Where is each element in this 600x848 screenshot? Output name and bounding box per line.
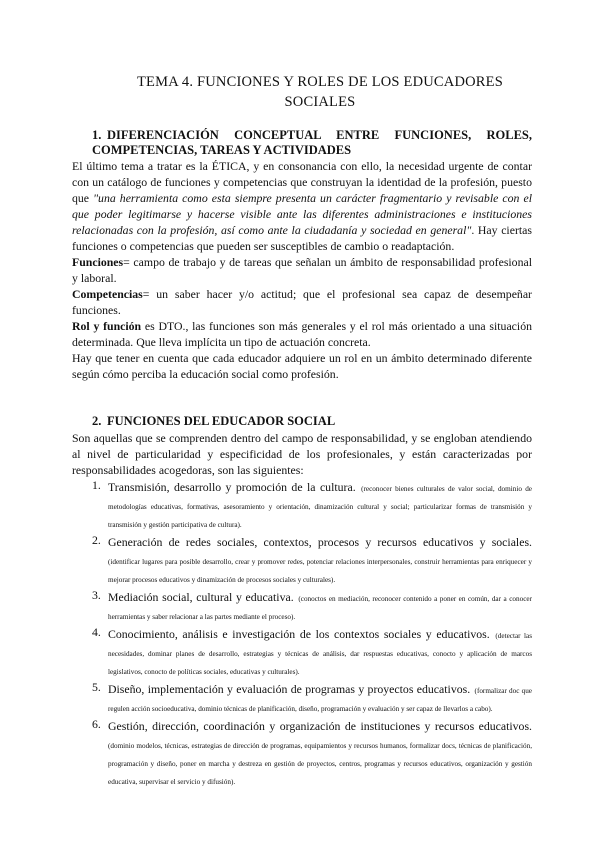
page-title: TEMA 4. FUNCIONES Y ROLES DE LOS EDUCADORES SOCIALES [136,74,504,110]
section-2-heading [92,413,335,429]
definition-functions [72,254,532,286]
intro-paragraph [72,158,532,254]
list-item-title: Diseño, implementación y evaluación de programas y proyectos educativos. [108,682,471,696]
section-2-intro-text: Son aquellas que se comprenden dentro del campo de responsabilidad, y se engloban atendiendo al nivel de particularidad y especificidad de los profesionales, y están caracterizadas por responsabilidades acogedoras, son las siguientes: [72,431,532,477]
section-2-intro [72,430,532,478]
intro-quote: "una herramienta como esta siempre presenta un carácter fragmentario y revisable con el que poder legitimarse y hacerse visible ante las diferentes administraciones e instituciones relacionadas con la profesión, así como ante la ciudadanía y sociedad en general" [72,191,532,237]
definition-term: Funciones [72,255,124,269]
list-item-body [108,625,532,679]
functions-list [92,478,532,790]
definition-text: = un saber hacer y/o actitud; que el profesional sea capaz de desempeñar funciones. [72,287,532,317]
list-item [92,478,532,532]
intro-text: El último tema a tratar es la ÉTICA, y en consonancia con ello, la necesidad urgente de contar con un catálogo de funciones y competencias que construyan la identidad de la profesión, puesto que [72,159,532,205]
closing-paragraph: Hay que tener en cuenta que cada educador adquiere un rol en un ámbito determinado diferente según cómo perciba la educación social como profesión. [72,351,532,381]
list-item-title: Mediación social, cultural y educativa. [108,590,294,604]
list-item-body [108,680,532,716]
list-item [92,533,532,587]
list-item-detail: (detectar las necesidades, dominar planes de desarrollo, estrategias y técnicas de análisis, dar respuestas educativas, conocto y aplicación de marcos legislativos, conocto de políticas sociales, educativas y culturales). [108,632,533,676]
list-item-number: 6. [92,717,101,731]
list-item-title: Conocimiento, análisis e investigación de los contextos sociales y educativos. [108,627,490,641]
list-item [92,625,532,679]
section-1-body [72,158,532,382]
definition-competencies [72,286,532,318]
list-item-number: 5. [92,680,101,694]
definition-text: = campo de trabajo y de tareas que señalan un ámbito de responsabilidad profesional y laboral. [72,255,532,285]
list-item-detail: (reconocer bienes culturales de valor social, dominio de metodologías educativas, formativas, asesoramiento y orientación, dinamización cultural y social; particularizar formas de transmisión y transmisión y gestión participativa de cultura). [108,485,532,529]
list-item [92,588,532,624]
list-item-title: Generación de redes sociales, contextos, procesos y recursos educativos y sociales. [108,535,532,549]
list-item-title: Transmisión, desarrollo y promoción de la cultura. [108,480,356,494]
list-item-detail: (identificar lugares para posible desarrollo, crear y promover redes, potenciar relaciones interpersonales, construir herramientas para enriquecer y mejorar procesos educativos y dinamización de procesos sociales y culturales). [108,558,532,584]
section-1-heading-text: DIFERENCIACIÓN CONCEPTUAL ENTRE FUNCIONES, ROLES, COMPETENCIAS, TAREAS Y ACTIVIDADES [92,128,532,157]
definition-term: Rol y función [72,319,142,333]
list-item-detail: (conoctos en mediación, reconocer contenido a poner en común, dar a conocer herramientas y saber relacionar a las partes mediante el proceso). [108,595,532,621]
list-item [92,680,532,716]
list-item-number: 4. [92,625,101,639]
list-item-title: Gestión, dirección, coordinación y organización de instituciones y recursos educativos. [108,719,532,733]
list-item-number: 1. [92,478,101,492]
section-1-heading [92,128,532,158]
list-item [92,717,532,789]
definition-text: es DTO., las funciones son más generales y el rol más orientado a una situación determinada. Que lleva implícita un tipo de actuación concreta. [72,319,532,349]
list-item-body [108,717,532,789]
section-2-heading-text: FUNCIONES DEL EDUCADOR SOCIAL [107,414,336,428]
intro-text-end: . Hay ciertas funciones o competencias que pueden ser susceptibles de cambio o readaptación. [72,223,532,253]
list-item-number: 2. [92,533,101,547]
list-item-body [108,533,532,587]
definition-term: Competencias [72,287,143,301]
list-item-body [108,588,532,624]
list-item-detail: (dominio modelos, técnicas, estrategias de dirección de programas, equipamientos y recursos humanos, formalizar docs, técnicas de planificación, programación y diseño, poner en marcha y destreza en gestión de proyectos, centros, programas y recursos educativos, organización y gestión educativa, supervisar el servicio y difusión). [108,742,532,786]
section-1-number: 1. [92,128,102,142]
definition-role-function [72,318,532,350]
list-item-detail: (formalizar doc que regulen acción socioeducativa, dominio técnicas de planificación, diseño, programación y evaluación y ser capaz de llevarlos a cabo). [108,687,532,713]
list-item-number: 3. [92,588,101,602]
section-2-number: 2. [92,414,102,428]
list-item-body [108,478,532,532]
